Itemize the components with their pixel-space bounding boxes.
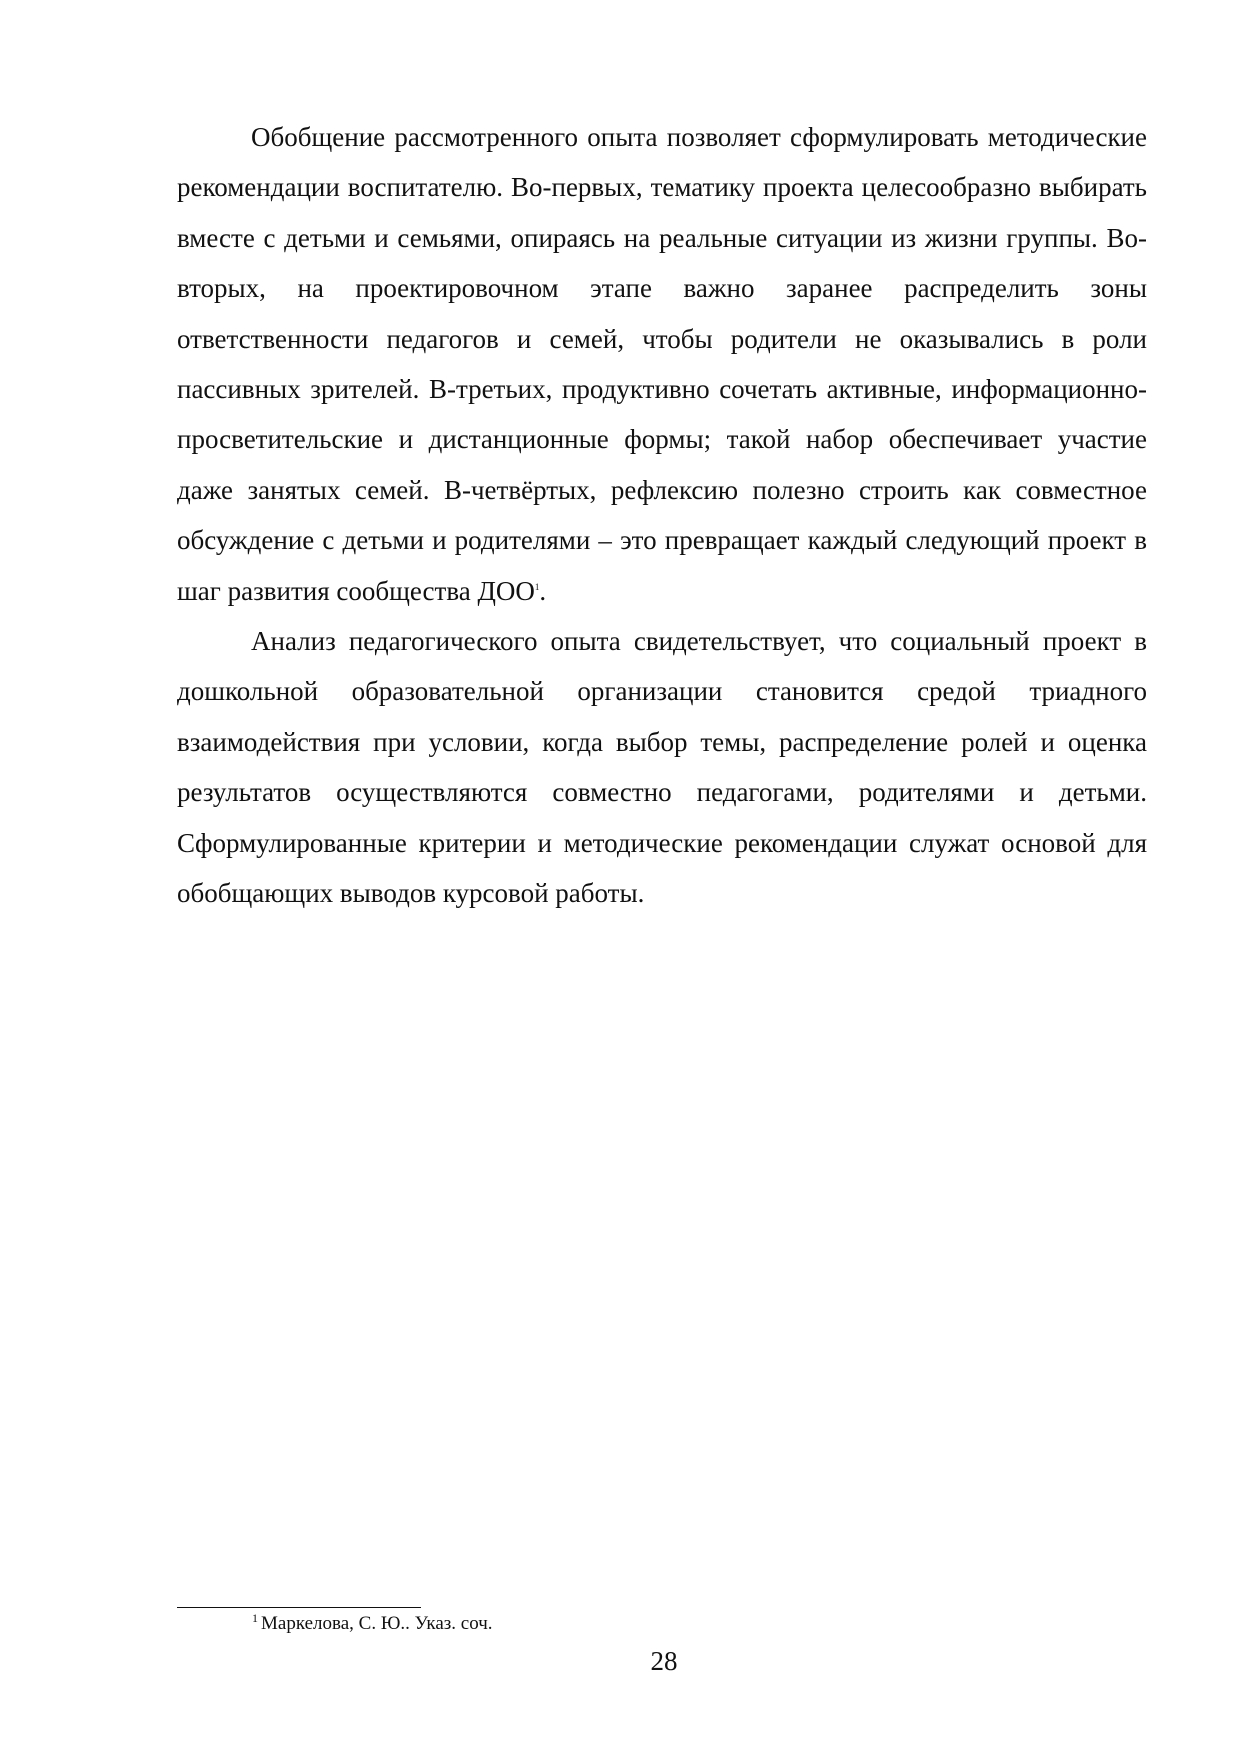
paragraph-conclusion (177, 616, 1147, 918)
paragraph-text: Анализ педагогического опыта свидетельствует, что социальный проект в дошкольной образовательной организации становится средой триадного взаимодействия при условии, когда выбор темы, распределение ролей и оценка результатов осуществляются совместно педагогами, родителями и детьми. Сформулированные критерии и методические рекомендации служат основой для обобщающих выводов курсовой работы. (177, 626, 1147, 909)
page-number: 28 (650, 1646, 678, 1676)
footnote-reference[interactable]: 1 (534, 581, 540, 592)
body-text (177, 112, 1147, 919)
paragraph-recommendations (177, 112, 1147, 616)
paragraph-end-punctuation: . (539, 575, 547, 606)
footnote-separator (177, 1607, 421, 1608)
footnote-marker: 1 (252, 1611, 258, 1625)
footnote-text: Маркелова, С. Ю.. Указ. соч. (261, 1613, 493, 1634)
paragraph-text: Обобщение рассмотренного опыта позволяет сформулировать методические рекомендации воспитателю. Во-первых, тематику проекта целесообразно выбирать вместе с детьми и семьями, опираясь на реальные ситуации из жизни группы. Во-вторых, на проектировочном этапе важно заранее распределить зоны ответственности педагогов и семей, чтобы родители не оказывались в роли пассивных зрителей. В-третьих, продуктивно сочетать активные, информационно-просветительские и дистанционные формы; такой набор обеспечивает участие даже занятых семей. В-четвёртых, рефлексию полезно строить как совместное обсуждение с детьми и родителями – это превращает каждый следующий проект в шаг развития сообщества ДОО (177, 122, 1147, 606)
footnote (252, 1611, 493, 1637)
